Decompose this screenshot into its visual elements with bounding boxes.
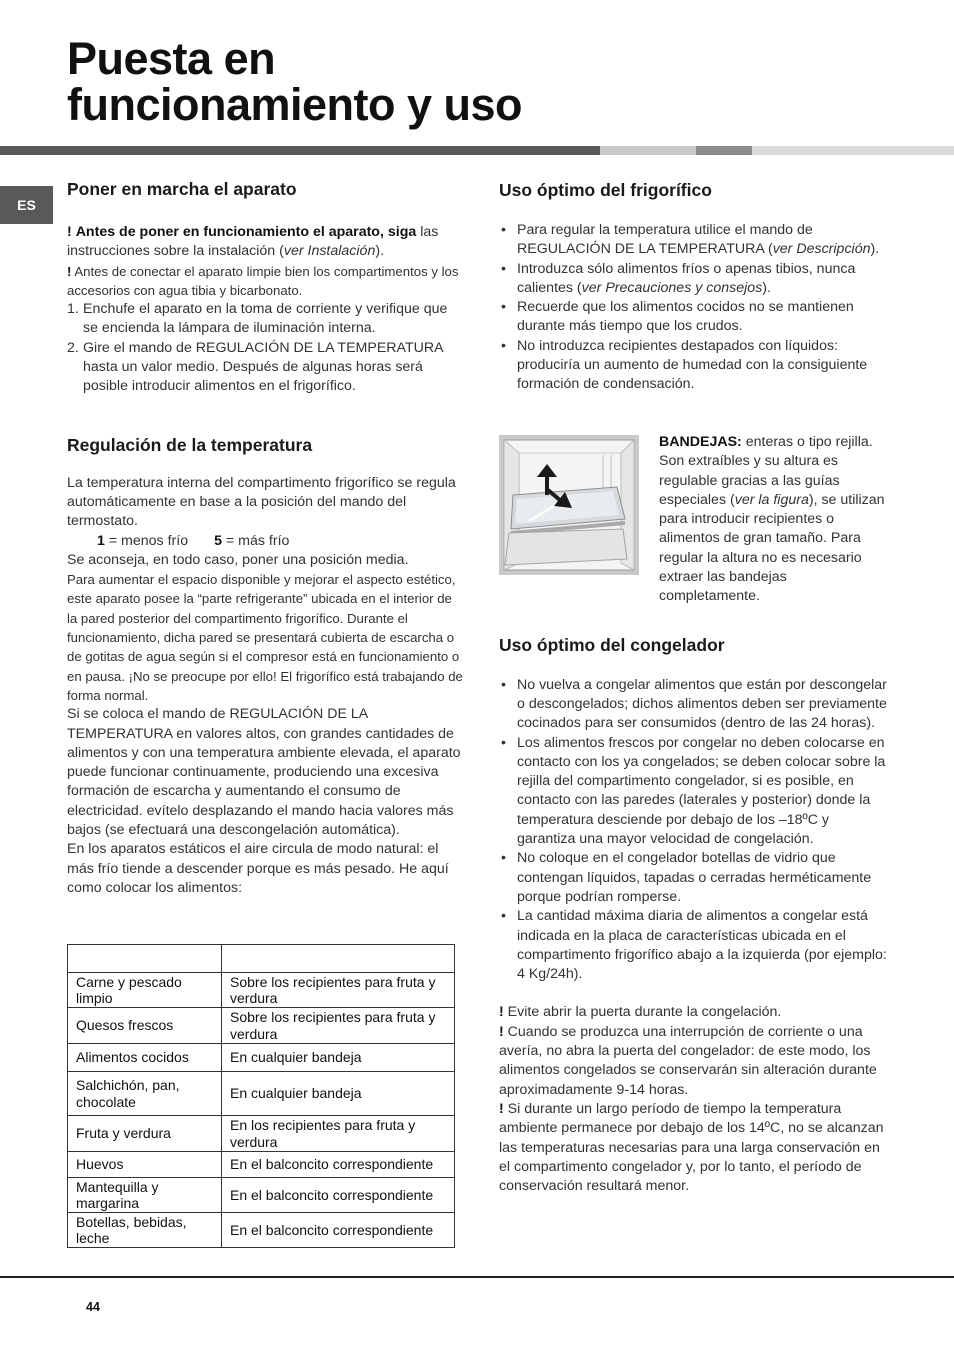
table-cell-location: Sobre los recipientes para fruta y verdura <box>222 1008 455 1044</box>
table-cell-location: En cualquier bandeja <box>222 1044 455 1072</box>
table-cell-location: Sobre los recipientes para fruta y verdura <box>222 973 455 1008</box>
congelador-warning <box>499 1023 889 1100</box>
table-row <box>68 1178 455 1213</box>
table-cell-food: Salchichón, pan, chocolate <box>68 1072 222 1116</box>
exclamation-mark: ! <box>499 1023 504 1040</box>
scale-5-text: = más frío <box>221 532 290 549</box>
step-text: Gire el mando de REGULACIÓN DE LA TEMPERATURA hasta un valor medio. Después de algunas horas será posible introducir alimentos en el frigorífico. <box>83 339 443 395</box>
poner-warning-1-rest: las instrucciones sobre la instalación ( <box>67 224 439 260</box>
frigorifico-list <box>499 221 889 395</box>
exclamation-mark: ! <box>499 1004 504 1021</box>
bandejas-text: enteras o tipo rejilla. Son extraíbles y su altura es regulable gracias a las guías especiales ( <box>659 434 873 508</box>
list-item: • No vuelva a congelar alimentos que están por descongelar o descongelados; dichos alimentos deben ser previamente cocinados para ser consumidos (dentro de las 24 horas). <box>499 676 889 734</box>
table-cell-location: En el balconcito correspondiente <box>222 1152 455 1178</box>
bandejas-paragraph <box>659 433 891 607</box>
bullet-text: Introduzca sólo alimentos fríos o apenas tibios, nunca calientes ( <box>517 260 856 296</box>
exclamation-mark: ! <box>67 263 72 279</box>
bullet-link: ver Precauciones y consejos <box>581 279 763 296</box>
table-row <box>68 1044 455 1072</box>
exclamation-mark: ! <box>67 224 72 240</box>
warning-text: Si durante un largo período de tiempo la temperatura ambiente permanece por debajo de los 14ºC, no se alcanzan las temperaturas necesarias para una larga conservación en el compartimento congelador y, por lo tanto, el período de conservación resultará menor. <box>499 1100 884 1195</box>
table-cell-food: Quesos frescos <box>68 1008 222 1044</box>
scale-5-number: 5 <box>214 532 222 549</box>
table-row <box>68 1152 455 1178</box>
fridge-shelf-icon <box>499 435 639 575</box>
table-cell-food: Huevos <box>68 1152 222 1178</box>
poner-warning-1-end: ). <box>375 243 385 260</box>
section-heading-frigorifico: Uso óptimo del frigorífico <box>499 180 712 200</box>
regulacion-p2: Se aconseja, en todo caso, poner una posición media. <box>67 551 409 568</box>
list-item <box>499 221 889 260</box>
list-item: • No coloque en el congelador botellas de vidrio que contengan líquidos, tapadas o cerradas herméticamente porque podrían romperse. <box>499 849 889 907</box>
table-cell-food: Carne y pescado limpio <box>68 973 222 1008</box>
page-title-line-2: funcionamiento y uso <box>67 79 523 130</box>
header-rule-mid <box>696 146 752 155</box>
footer-rule <box>0 1276 954 1278</box>
regulacion-section <box>67 474 463 899</box>
bullet-text-end: ). <box>762 279 771 296</box>
table-row <box>68 1008 455 1044</box>
bullet-text: Para regular la temperatura utilice el mando de REGULACIÓN DE LA TEMPERATURA ( <box>517 222 813 258</box>
list-item: • La cantidad máxima diaria de alimentos a congelar está indicada en la placa de características ubicada en el compartimento frigorífico abajo a la izquierda (por ejemplo: 4 Kg/24h). <box>499 907 889 984</box>
food-placement-table <box>67 944 455 1248</box>
list-item: • No introduzca recipientes destapados con líquidos: produciría un aumento de humedad con la consiguiente formación de condensación. <box>499 337 889 395</box>
section-heading-poner: Poner en marcha el aparato <box>67 179 297 199</box>
warning-text: Cuando se produzca una interrupción de corriente o una avería, no abra la puerta del congelador: de este modo, los alimentos congelados se conservarán sin alteración durante aproximadamente 9-14 horas. <box>499 1023 877 1098</box>
page-number: 44 <box>86 1300 100 1314</box>
header-rule-light-end <box>752 146 954 155</box>
poner-warning-1-link: ver Instalación <box>283 243 376 260</box>
regulacion-p5: En los aparatos estáticos el aire circula de modo natural: el más frío tiende a descender porque es más pesado. He aquí como colocar los alimentos: <box>67 841 449 896</box>
congelador-warnings <box>499 1003 889 1196</box>
list-item <box>67 339 463 397</box>
bandejas-link: ver la figura <box>734 491 809 508</box>
list-item: • Recuerde que los alimentos cocidos no se mantienen durante más tiempo que los crudos. <box>499 298 889 337</box>
warning-text: Evite abrir la puerta durante la congelación. <box>503 1004 782 1021</box>
table-row <box>68 973 455 1008</box>
table-cell-location: En cualquier bandeja <box>222 1072 455 1116</box>
right-column <box>499 178 889 1196</box>
scale-1-text: = menos frío <box>104 532 189 549</box>
exclamation-mark: ! <box>499 1100 504 1117</box>
left-column <box>67 178 463 898</box>
table-header-row <box>68 945 455 973</box>
regulacion-p1: La temperatura interna del compartimento frigorífico se regula automáticamente en base a la posición del mando del termostato. <box>67 474 456 530</box>
section-heading-regulacion: Regulación de la temperatura <box>67 434 313 455</box>
poner-warning-2 <box>67 262 463 301</box>
page-title-line-1: Puesta en <box>67 33 276 84</box>
table-cell-location: En el balconcito correspondiente <box>222 1178 455 1213</box>
regulacion-p4: Si se coloca el mando de REGULACIÓN DE LA TEMPERATURA en valores altos, con grandes cantidades de alimentos y con una temperatura ambiente elevada, el aparato puede funcionar continuamente, produciendo una excesiva formación de escarcha y aumentando el consumo de electricidad. evítelo desplazando el mando hacia valores más bajos (se efectuará una descongelación automática). <box>67 706 461 839</box>
header-rule-light <box>600 146 696 155</box>
list-item <box>499 260 889 299</box>
language-tab: ES <box>0 186 53 224</box>
table-cell-food: Alimentos cocidos <box>68 1044 222 1072</box>
section-heading-congelador: Uso óptimo del congelador <box>499 634 725 655</box>
bandejas-label: BANDEJAS: <box>659 434 742 450</box>
shelf-illustration <box>499 435 639 575</box>
table-cell-food: Botellas, bebidas, leche <box>68 1213 222 1248</box>
temperature-scale <box>67 532 463 551</box>
step-number: 1. <box>67 301 79 318</box>
list-item: • Los alimentos frescos por congelar no deben colocarse en contacto con los ya congelados; se deben colocar sobre la rejilla del compartimento congelador, si es posible, en contacto con las paredes (laterales y posterior) donde la temperatura desciende por debajo de los –18ºC y garantiza una mayor velocidad de congelación. <box>499 734 889 850</box>
poner-warning-2-text: Antes de conectar el aparato limpie bien los compartimentos y los accesorios con agua tibia y bicarbonato. <box>67 263 459 298</box>
regulacion-p3: Para aumentar el espacio disponible y mejorar el aspecto estético, este aparato posee la “parte refrigerante” ubicada en el interior de la pared posterior del compartimento frigorífico. Durante el funcionamiento, dicha pared se presentará cubierta de escarcha o de gotitas de agua según si el compresor está en funcionamiento o en pausa. ¡No se preocupe por ello! El frigorífico está trabajando de forma normal. <box>67 572 463 703</box>
table-cell-food: Fruta y verdura <box>68 1116 222 1152</box>
bandejas-text-end: ), se utilizan para introducir recipientes o alimentos de gran tamaño. Para regular la altura no es necesario extraer las bandejas completamente. <box>659 491 885 605</box>
congelador-warning <box>499 1100 889 1196</box>
table-cell-food: Mantequilla y margarina <box>68 1178 222 1213</box>
table-row <box>68 1213 455 1248</box>
poner-steps <box>67 300 463 396</box>
step-number: 2. <box>67 339 79 356</box>
bullet-link: ver Descripción <box>772 241 871 258</box>
table-header-cell <box>68 945 222 973</box>
table-cell-location: En los recipientes para fruta y verdura <box>222 1116 455 1152</box>
table-row <box>68 1072 455 1116</box>
poner-warning-1-bold: Antes de poner en funcionamiento el aparato, siga <box>75 224 417 240</box>
congelador-list <box>499 676 889 985</box>
header-rule-dark <box>0 146 600 155</box>
table-cell-location: En el balconcito correspondiente <box>222 1213 455 1248</box>
table-header-cell <box>222 945 455 973</box>
scale-1-number: 1 <box>97 532 105 549</box>
page-title <box>67 33 523 130</box>
bullet-text-end: ). <box>870 241 880 258</box>
table-row <box>68 1116 455 1152</box>
list-item <box>67 300 463 339</box>
congelador-warning <box>499 1003 889 1022</box>
poner-warning-1 <box>67 223 463 262</box>
poner-section <box>67 223 463 397</box>
step-text: Enchufe el aparato en la toma de corriente y verifique que se encienda la lámpara de iluminación interna. <box>83 301 448 337</box>
